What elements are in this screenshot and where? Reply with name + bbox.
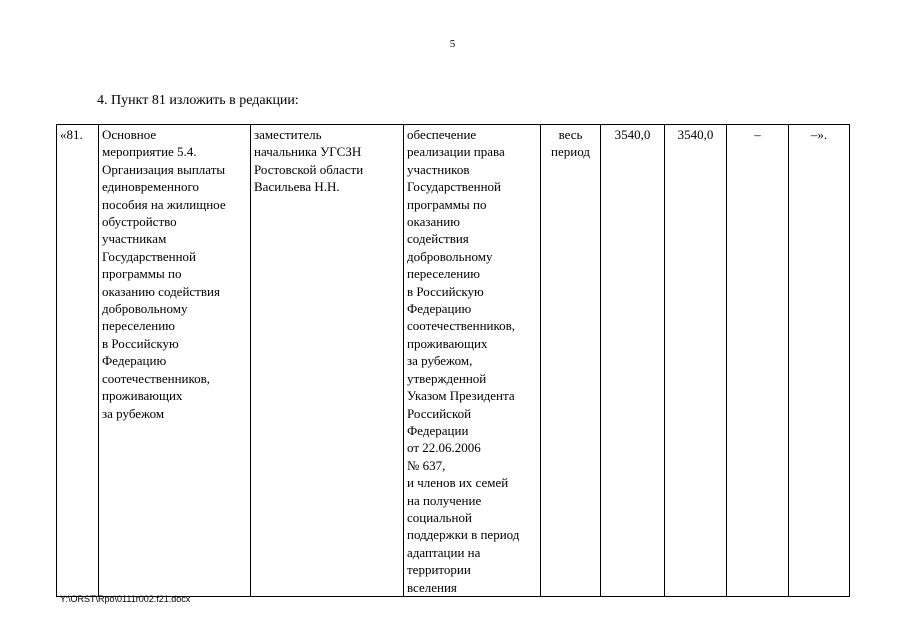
intro-text: 4. Пункт 81 изложить в редакции:	[97, 93, 299, 108]
amount-2-cell	[665, 125, 727, 597]
dash-value: –	[754, 127, 761, 142]
dash-cell	[727, 125, 789, 597]
responsible-cell	[251, 125, 404, 597]
end-cell	[789, 125, 850, 597]
amount-2-value: 3540,0	[677, 127, 714, 142]
program-table	[56, 124, 850, 597]
item-number-cell	[57, 125, 99, 597]
result-cell	[404, 125, 541, 597]
end-value: –».	[810, 127, 828, 142]
activity-cell	[99, 125, 251, 597]
period-text: весь период	[551, 127, 590, 160]
page-number: 5	[449, 38, 456, 50]
activity-text: Основное мероприятие 5.4. Организация выплаты единовременного пособия на жилищное обустройство участникам Государственной программы по оказанию содействия добровольному переселению в Российскую Федерацию соотечественников, проживающих за рубежом	[102, 127, 226, 421]
table-row	[57, 125, 850, 597]
file-path-footer: Y:\ORST\Rpo\0111r002.f21.docx	[60, 594, 191, 604]
result-text: обеспечение реализации права участников Государственной программы по оказанию содействия добровольному переселению в Российскую Федерацию соотечественников, проживающих за рубежом, утвержденной Указом Президента Российской Федерации от 22.06.2006 № 637, и членов их семей на получение социальной поддержки в период адаптации на территории вселения	[407, 127, 520, 595]
responsible-text: заместитель начальника УГСЗН Ростовской области Васильева Н.Н.	[254, 127, 364, 195]
amount-1-value: 3540,0	[614, 127, 651, 142]
amount-1-cell	[601, 125, 665, 597]
item-number: «81.	[60, 127, 83, 142]
period-cell	[541, 125, 601, 597]
